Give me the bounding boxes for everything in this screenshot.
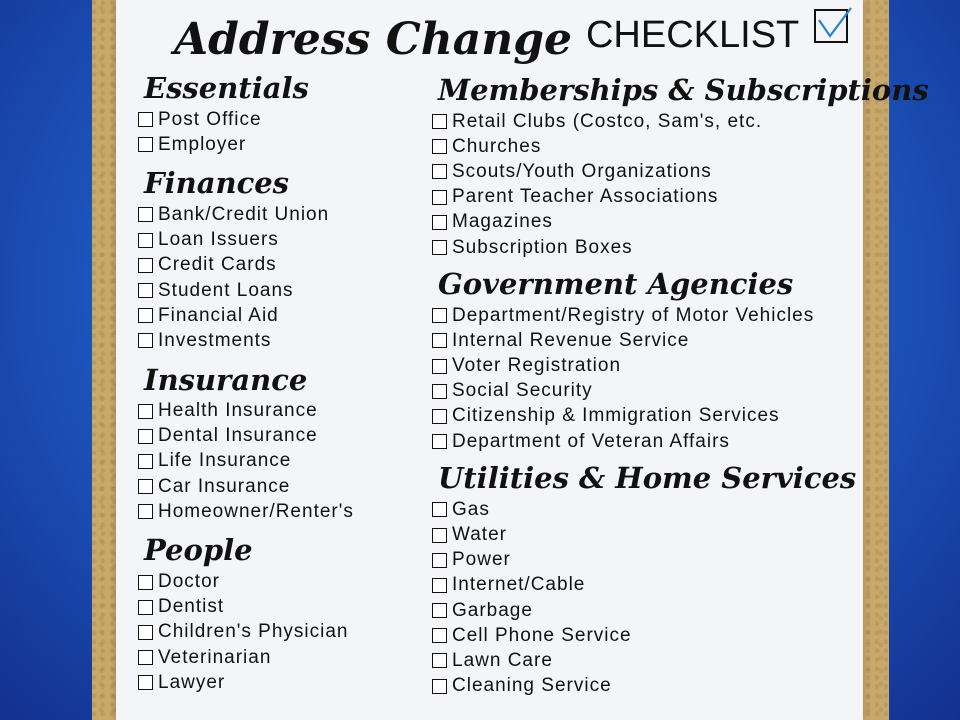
checklist-item [432,429,852,454]
checklist-item [432,185,852,210]
checkbox[interactable] [432,434,447,449]
checklist-item [432,404,852,429]
checklist-item-label: Gas [452,498,490,520]
checkbox[interactable] [138,429,153,444]
checklist-item [432,354,852,379]
section-title-utilities-home-services: Utilities & Home Services [438,461,857,496]
checkbox[interactable] [138,675,153,690]
checklist-item-label: Homeowner/Renter's [158,500,354,522]
checklist-item [138,474,418,499]
checkbox[interactable] [138,625,153,640]
checklist-item [432,623,852,648]
checkbox[interactable] [432,215,447,230]
checklist-item [432,497,852,522]
checklist-item-label: Credit Cards [158,254,277,276]
checklist-item-label: Car Insurance [158,475,291,497]
section-list-finances [138,202,418,353]
checklist-item-label: Doctor [158,571,220,593]
section-list-people [138,569,418,695]
checklist-item [432,573,852,598]
checklist-item [138,424,418,449]
checklist-item-label: Student Loans [158,279,294,301]
checklist-item-label: Social Security [452,380,593,402]
checklist-item [432,235,852,260]
checklist-item [432,674,852,699]
checklist-item [138,132,418,157]
checkbox[interactable] [432,628,447,643]
section-title-finances: Finances [144,166,289,201]
checkbox[interactable] [138,207,153,222]
checklist-item [432,522,852,547]
checklist-item [138,595,418,620]
checkbox[interactable] [432,359,447,374]
checklist-item-label: Cleaning Service [452,675,612,697]
checklist-item-label: Veterinarian [158,646,272,668]
checklist-title [174,0,849,65]
checklist-item [432,328,852,353]
checklist-item [138,107,418,132]
checkbox[interactable] [138,258,153,273]
checkbox[interactable] [138,454,153,469]
checkbox[interactable] [432,190,447,205]
checklist-item-label: Internal Revenue Service [452,329,690,351]
checklist-item-label: Department/Registry of Motor Vehicles [452,304,815,326]
checkbox[interactable] [432,653,447,668]
checklist-item-label: Subscription Boxes [452,236,633,258]
section-list-government-agencies [432,303,852,454]
checklist-item [432,379,852,404]
checklist-item [138,399,418,424]
checklist-item-label: Cell Phone Service [452,624,632,646]
checklist-item-label: Bank/Credit Union [158,203,330,225]
section-list-utilities-home-services [432,497,852,699]
checklist-item-label: Loan Issuers [158,229,279,251]
checklist-item-label: Life Insurance [158,450,292,472]
checkbox[interactable] [138,575,153,590]
checkbox[interactable] [432,679,447,694]
checklist-item [138,670,418,695]
checklist-item-label: Scouts/Youth Organizations [452,160,712,182]
checkbox[interactable] [432,603,447,618]
checklist-item-label: Investments [158,329,272,351]
checkbox[interactable] [432,333,447,348]
checkbox[interactable] [138,283,153,298]
checkbox[interactable] [432,502,447,517]
checkbox[interactable] [138,233,153,248]
section-title-essentials: Essentials [144,71,309,105]
checklist-item-label: Magazines [452,211,553,233]
checklist-item-label: Post Office [158,108,262,130]
section-list-insurance [138,399,418,525]
checklist-item [432,548,852,573]
checklist-item-label: Financial Aid [158,304,279,326]
checklist-item-label: Garbage [452,599,533,621]
checklist-item [432,648,852,673]
section-title-government-agencies: Government Agencies [438,267,794,302]
checklist-item [138,278,418,303]
title-caps: CHECKLIST [585,14,800,56]
checklist-item-label: Dentist [158,596,225,618]
section-list-essentials [138,107,418,157]
checkbox[interactable] [432,384,447,399]
checklist-item [138,645,418,670]
checklist-item-label: Dental Insurance [158,425,318,447]
checklist-item [138,449,418,474]
checklist-item [138,253,418,278]
checkbox[interactable] [432,308,447,323]
checklist-item-label: Health Insurance [158,400,318,422]
checkbox[interactable] [432,409,447,424]
checkbox[interactable] [432,139,447,154]
checkbox[interactable] [138,112,153,127]
section-title-memberships-subscriptions: Memberships & Subscriptions [438,73,929,107]
checklist-item [138,202,418,227]
checklist-item-label: Churches [452,135,542,157]
section-title-people: People [144,533,253,568]
checkbox[interactable] [138,333,153,348]
section-title-insurance: Insurance [144,362,308,397]
section-list-memberships-subscriptions [432,109,852,260]
checklist-item [432,134,852,159]
checkbox[interactable] [138,479,153,494]
checkbox[interactable] [138,137,153,152]
checklist-item-label: Citizenship & Immigration Services [452,405,780,427]
title-script: Address Change [174,14,572,65]
check-mark-icon [813,6,849,42]
checkbox[interactable] [138,600,153,615]
checkbox[interactable] [432,240,447,255]
checklist-item [432,303,852,328]
checklist-item [138,569,418,594]
checklist-item-label: Employer [158,133,247,155]
checkbox[interactable] [432,528,447,543]
checkbox[interactable] [138,504,153,519]
checklist-item [138,328,418,353]
checklist-item [138,620,418,645]
checkbox[interactable] [138,308,153,323]
checklist-item [138,228,418,253]
checklist-item [432,210,852,235]
checklist-item [138,499,418,524]
checklist-item-label: Lawyer [158,671,226,693]
checklist-item-label: Parent Teacher Associations [452,186,719,208]
checklist-item [432,109,852,134]
checklist-item-label: Voter Registration [452,355,622,377]
checklist-item-label: Internet/Cable [452,574,586,596]
checkbox[interactable] [138,404,153,419]
checklist-item-label: Department of Veteran Affairs [452,430,730,452]
checkbox[interactable] [138,650,153,665]
checklist-item-label: Lawn Care [452,649,553,671]
checklist-item [432,598,852,623]
checklist-item [138,303,418,328]
checkbox[interactable] [432,164,447,179]
checklist-item-label: Water [452,524,507,546]
checklist-item-label: Retail Clubs (Costco, Sam's, etc. [452,110,763,132]
left-column [138,71,418,695]
right-column [432,73,929,699]
checklist-item [432,159,852,184]
checklist-item-label: Children's Physician [158,621,349,643]
checkbox[interactable] [432,553,447,568]
checklist-item-label: Power [452,549,511,571]
checkbox[interactable] [432,578,447,593]
checkbox[interactable] [432,114,447,129]
